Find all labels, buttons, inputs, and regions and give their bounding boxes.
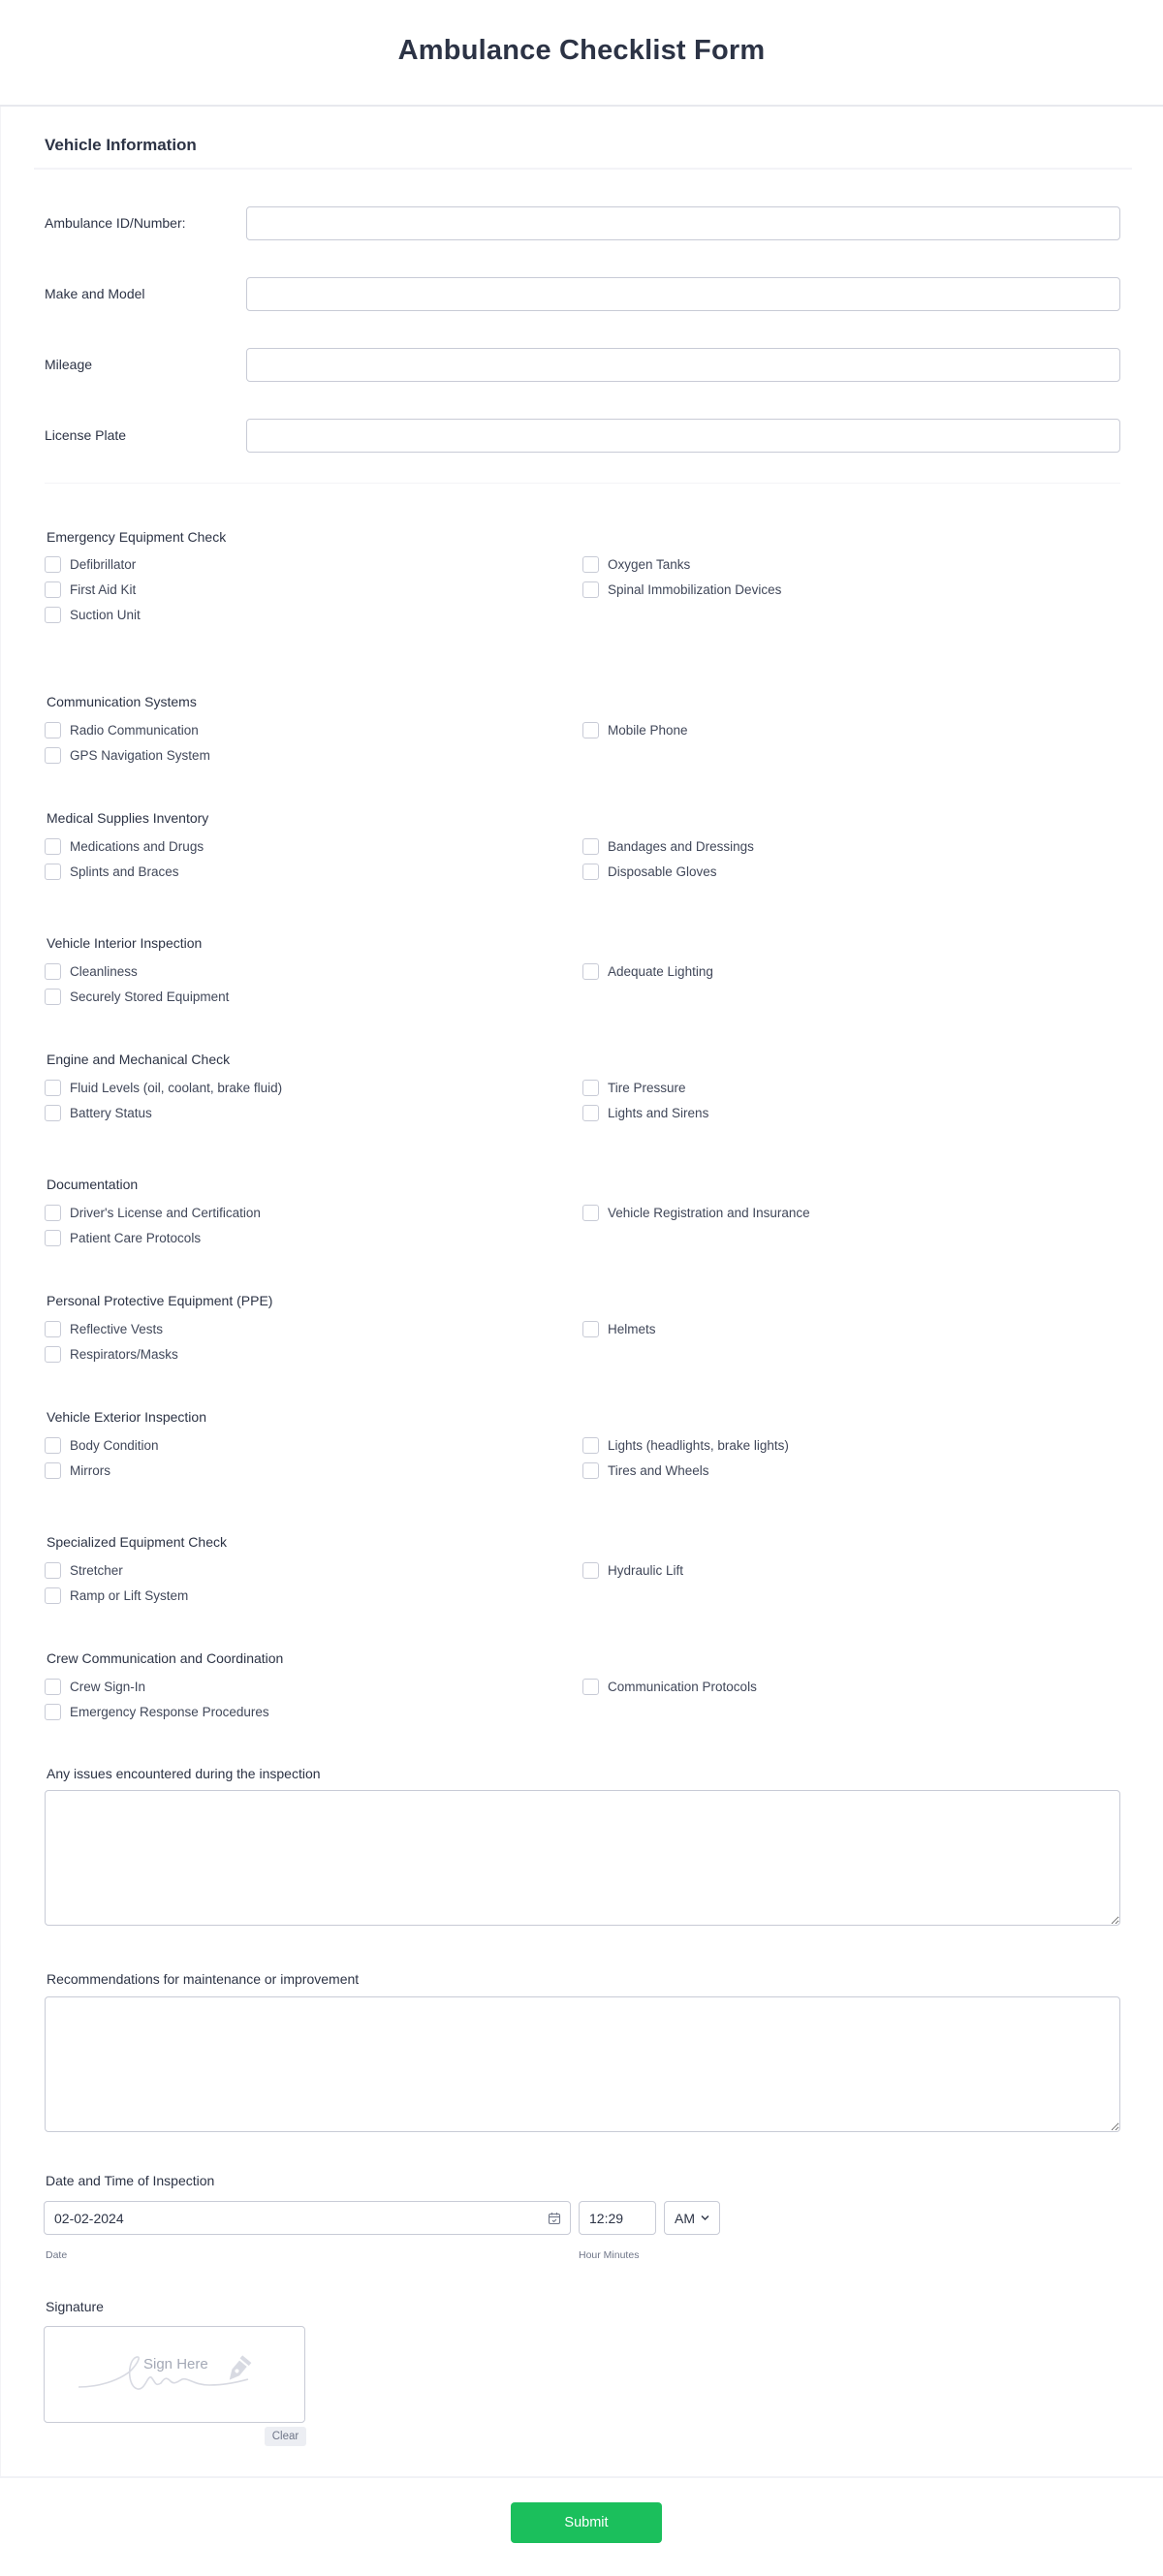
checkbox-lights-sirens[interactable]: Lights and Sirens — [582, 1103, 708, 1122]
calendar-icon[interactable] — [548, 2212, 561, 2225]
checkbox-box[interactable] — [45, 1105, 61, 1121]
checkbox-tire-pressure[interactable]: Tire Pressure — [582, 1078, 686, 1097]
field-license-plate — [1, 419, 1163, 454]
date-input[interactable] — [44, 2201, 571, 2235]
checkbox-bandages-dressings[interactable]: Bandages and Dressings — [582, 836, 754, 856]
group-title: Crew Communication and Coordination — [47, 1650, 284, 1666]
checkbox-suction-unit[interactable]: Suction Unit — [45, 605, 141, 624]
page-title: Ambulance Checklist Form — [397, 35, 766, 66]
checkbox-drivers-license[interactable]: Driver's License and Certification — [45, 1203, 261, 1222]
checkbox-crew-sign-in[interactable]: Crew Sign-In — [45, 1677, 145, 1696]
signature-pad[interactable] — [44, 2326, 305, 2423]
checkbox-box[interactable] — [45, 1205, 61, 1221]
checkbox-box[interactable] — [45, 1321, 61, 1337]
group-title: Emergency Equipment Check — [47, 529, 227, 545]
checkbox-patient-care-protocols[interactable]: Patient Care Protocols — [45, 1228, 201, 1247]
checkbox-box[interactable] — [45, 1587, 61, 1604]
checkbox-box[interactable] — [582, 1105, 599, 1121]
ampm-select[interactable] — [664, 2201, 720, 2235]
checkbox-box[interactable] — [582, 838, 599, 855]
checkbox-splints-braces[interactable]: Splints and Braces — [45, 862, 179, 881]
signature-label: Signature — [46, 2299, 104, 2314]
group-title: Documentation — [47, 1177, 139, 1192]
recommendations-label: Recommendations for maintenance or improvement — [47, 1971, 360, 1987]
checkbox-securely-stored-equipment[interactable]: Securely Stored Equipment — [45, 987, 229, 1006]
checkbox-box[interactable] — [45, 747, 61, 764]
section-divider — [45, 483, 1120, 484]
checkbox-box[interactable] — [45, 1679, 61, 1695]
checkbox-box[interactable] — [45, 989, 61, 1005]
checkbox-box[interactable] — [45, 1437, 61, 1454]
field-make-model — [1, 277, 1163, 312]
group-title: Personal Protective Equipment (PPE) — [47, 1293, 273, 1308]
field-label: License Plate — [45, 427, 127, 443]
group-title: Medical Supplies Inventory — [47, 810, 209, 826]
checkbox-box[interactable] — [582, 1205, 599, 1221]
checkbox-lights-headlights[interactable]: Lights (headlights, brake lights) — [582, 1435, 789, 1455]
checkbox-helmets[interactable]: Helmets — [582, 1319, 656, 1338]
license-plate-input[interactable] — [246, 419, 1120, 453]
date-value: 02-02-2024 — [54, 2211, 124, 2226]
checkbox-box[interactable] — [45, 581, 61, 598]
time-input[interactable] — [579, 2201, 656, 2235]
checkbox-box[interactable] — [45, 838, 61, 855]
form-header — [0, 0, 1163, 107]
checkbox-respirators-masks[interactable]: Respirators/Masks — [45, 1344, 178, 1364]
checkbox-emergency-response-procedures[interactable]: Emergency Response Procedures — [45, 1702, 269, 1721]
checkbox-reflective-vests[interactable]: Reflective Vests — [45, 1319, 163, 1338]
checkbox-stretcher[interactable]: Stretcher — [45, 1560, 123, 1580]
make-model-input[interactable] — [246, 277, 1120, 311]
checkbox-box[interactable] — [45, 1230, 61, 1246]
checkbox-adequate-lighting[interactable]: Adequate Lighting — [582, 961, 713, 981]
checkbox-box[interactable] — [45, 556, 61, 573]
checkbox-tires-wheels[interactable]: Tires and Wheels — [582, 1461, 709, 1480]
checkbox-box[interactable] — [582, 864, 599, 880]
checkbox-battery-status[interactable]: Battery Status — [45, 1103, 152, 1122]
checkbox-box[interactable] — [45, 1562, 61, 1579]
group-title: Vehicle Exterior Inspection — [47, 1409, 206, 1425]
checkbox-gps-navigation[interactable]: GPS Navigation System — [45, 745, 210, 765]
section-divider — [34, 168, 1132, 170]
checkbox-oxygen-tanks[interactable]: Oxygen Tanks — [582, 554, 690, 574]
issues-textarea[interactable] — [45, 1790, 1120, 1926]
section-title-vehicle-information: Vehicle Information — [45, 136, 197, 154]
sign-here-placeholder: Sign Here — [143, 2356, 208, 2372]
checkbox-box[interactable] — [45, 1704, 61, 1720]
checkbox-first-aid-kit[interactable]: First Aid Kit — [45, 580, 136, 599]
chevron-down-icon — [701, 2215, 709, 2221]
issues-label: Any issues encountered during the inspection — [47, 1766, 321, 1781]
ambulance-id-input[interactable] — [246, 206, 1120, 240]
checkbox-communication-protocols[interactable]: Communication Protocols — [582, 1677, 757, 1696]
time-value: 12:29 — [589, 2211, 624, 2226]
datetime-label: Date and Time of Inspection — [46, 2173, 215, 2188]
checkbox-box[interactable] — [582, 581, 599, 598]
checkbox-fluid-levels[interactable]: Fluid Levels (oil, coolant, brake fluid) — [45, 1078, 282, 1097]
checkbox-mobile-phone[interactable]: Mobile Phone — [582, 720, 688, 739]
checkbox-box[interactable] — [45, 963, 61, 980]
checkbox-radio-communication[interactable]: Radio Communication — [45, 720, 199, 739]
checkbox-box[interactable] — [582, 1562, 599, 1579]
field-mileage — [1, 348, 1163, 383]
checkbox-box[interactable] — [45, 607, 61, 623]
group-title: Specialized Equipment Check — [47, 1534, 227, 1550]
time-sublabel: Hour Minutes — [579, 2249, 640, 2261]
recommendations-textarea[interactable] — [45, 1996, 1120, 2132]
checkbox-disposable-gloves[interactable]: Disposable Gloves — [582, 862, 717, 881]
checkbox-box[interactable] — [582, 963, 599, 980]
group-title: Vehicle Interior Inspection — [47, 935, 203, 951]
clear-signature-button[interactable]: Clear — [265, 2427, 306, 2446]
checkbox-body-condition[interactable]: Body Condition — [45, 1435, 159, 1455]
checkbox-box[interactable] — [45, 1462, 61, 1479]
checkbox-box[interactable] — [45, 1080, 61, 1096]
checkbox-vehicle-registration[interactable]: Vehicle Registration and Insurance — [582, 1203, 810, 1222]
mileage-input[interactable] — [246, 348, 1120, 382]
field-label: Ambulance ID/Number: — [45, 215, 186, 231]
footer-divider — [0, 2476, 1163, 2478]
submit-button[interactable]: Submit — [511, 2502, 662, 2543]
checkbox-medications-drugs[interactable]: Medications and Drugs — [45, 836, 204, 856]
checkbox-box[interactable] — [582, 1080, 599, 1096]
checkbox-box[interactable] — [582, 1679, 599, 1695]
checkbox-box[interactable] — [582, 556, 599, 573]
checkbox-box[interactable] — [582, 1462, 599, 1479]
field-label: Mileage — [45, 357, 93, 372]
checkbox-defibrillator[interactable]: Defibrillator — [45, 554, 136, 574]
checkbox-ramp-lift-system[interactable]: Ramp or Lift System — [45, 1586, 188, 1605]
checkbox-box[interactable] — [582, 1321, 599, 1337]
checkbox-spinal-immobilization[interactable]: Spinal Immobilization Devices — [582, 580, 781, 599]
checkbox-box[interactable] — [582, 722, 599, 738]
checkbox-hydraulic-lift[interactable]: Hydraulic Lift — [582, 1560, 683, 1580]
group-title: Engine and Mechanical Check — [47, 1052, 231, 1067]
ampm-value: AM — [675, 2211, 695, 2226]
field-label: Make and Model — [45, 286, 145, 301]
form-body — [0, 107, 1163, 2476]
group-title: Communication Systems — [47, 694, 197, 709]
checkbox-mirrors[interactable]: Mirrors — [45, 1461, 110, 1480]
checkbox-cleanliness[interactable]: Cleanliness — [45, 961, 138, 981]
checkbox-box[interactable] — [45, 722, 61, 738]
date-sublabel: Date — [46, 2249, 68, 2261]
checkbox-box[interactable] — [582, 1437, 599, 1454]
checkbox-box[interactable] — [45, 864, 61, 880]
checkbox-box[interactable] — [45, 1346, 61, 1363]
field-ambulance-id — [1, 206, 1163, 241]
